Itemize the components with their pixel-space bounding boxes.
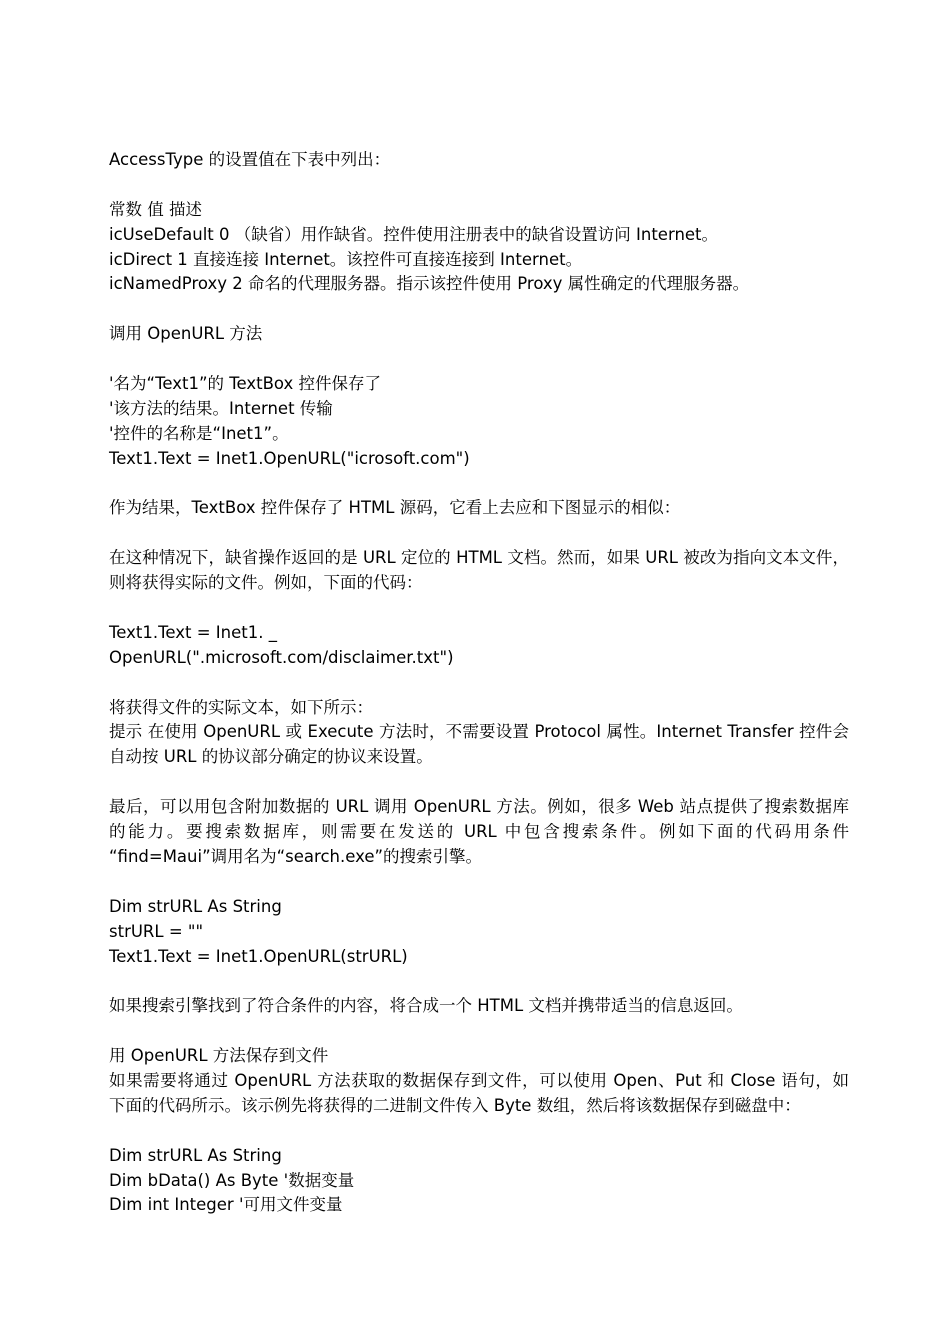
blank-line: [109, 347, 849, 372]
blank-line: [109, 1119, 849, 1144]
paragraph-tip-cont: 自动按 URL 的协议部分确定的协议来设置。: [109, 747, 433, 767]
paragraph-result: 作为结果，TextBox 控件保存了 HTML 源码，它看上去应和下图显示的相似：: [109, 498, 681, 518]
blank-line: [109, 596, 849, 621]
code-line: Text1.Text = Inet1.OpenURL(strURL): [109, 946, 408, 966]
blank-line: [109, 297, 849, 322]
paragraph-save-file: 如果需要将通过 OpenURL 方法获取的数据保存到文件，可以使用 Open、Put 和 Close 语句，如: [109, 1070, 849, 1090]
document-body: [109, 148, 849, 1218]
blank-line: [109, 870, 849, 895]
paragraph-tip: 提示 在使用 OpenURL 或 Execute 方法时，不需要设置 Protocol 属性。Internet Transfer 控件会: [109, 722, 849, 742]
paragraph-search: 最后，可以用包含附加数据的 URL 调用 OpenURL 方法。例如，很多 Web 站点提供了搜索数据库: [109, 797, 849, 817]
table-row-icnamedproxy: icNamedProxy 2 命名的代理服务器。指示该控件使用 Proxy 属性确定的代理服务器。: [109, 274, 750, 294]
code-line: Dim int Integer '可用文件变量: [109, 1195, 343, 1215]
code-comment-line: '控件的名称是“Inet1”。: [109, 423, 289, 443]
blank-line: [109, 1019, 849, 1044]
paragraph-search-result: 如果搜索引擎找到了符合条件的内容，将合成一个 HTML 文档并携带适当的信息返回。: [109, 996, 743, 1016]
code-line: Text1.Text = Inet1.OpenURL("icrosoft.com"): [109, 448, 470, 468]
code-line: Dim bData() As Byte '数据变量: [109, 1170, 355, 1190]
code-line: Dim strURL As String: [109, 1145, 282, 1165]
section-heading-save-file: 用 OpenURL 方法保存到文件: [109, 1046, 329, 1066]
paragraph-accesstype-intro: AccessType 的设置值在下表中列出：: [109, 150, 391, 169]
blank-line: [109, 969, 849, 994]
table-row-icusedefault: icUseDefault 0 （缺省）用作缺省。控件使用注册表中的缺省设置访问 Internet。: [109, 224, 719, 244]
paragraph-search-cont: 的能力。要搜索数据库，则需要在发送的 URL 中包含搜索条件。例如下面的代码用条件: [109, 822, 849, 842]
code-line: Text1.Text = Inet1. _: [109, 622, 277, 642]
blank-line: [109, 173, 849, 198]
blank-line: [109, 521, 849, 546]
table-header-line: 常数 值 描述: [109, 199, 202, 219]
blank-line: [109, 770, 849, 795]
code-line: OpenURL(".microsoft.com/disclaimer.txt"): [109, 647, 454, 667]
code-comment-line: '名为“Text1”的 TextBox 控件保存了: [109, 374, 382, 394]
section-heading-openurl: 调用 OpenURL 方法: [109, 324, 263, 344]
paragraph-default-operation: 在这种情况下，缺省操作返回的是 URL 定位的 HTML 文档。然而，如果 URL 被改为指向文本文件，: [109, 548, 849, 568]
code-line: Dim strURL As String: [109, 896, 282, 916]
paragraph-search-end: “find=Maui”调用名为“search.exe”的搜索引擎。: [109, 846, 483, 866]
code-line: strURL = "": [109, 921, 204, 941]
blank-line: [109, 472, 849, 497]
paragraph-actual-text: 将获得文件的实际文本，如下所示：: [109, 697, 373, 717]
blank-line: [109, 671, 849, 696]
code-comment-line: '该方法的结果。Internet 传输: [109, 398, 333, 418]
paragraph-default-operation-cont: 则将获得实际的文件。例如，下面的代码：: [109, 573, 423, 593]
paragraph-save-file-cont: 下面的代码所示。该示例先将获得的二进制文件传入 Byte 数组，然后将该数据保存到磁盘中：: [109, 1095, 801, 1115]
table-row-icdirect: icDirect 1 直接连接 Internet。该控件可直接连接到 Internet。: [109, 249, 583, 269]
